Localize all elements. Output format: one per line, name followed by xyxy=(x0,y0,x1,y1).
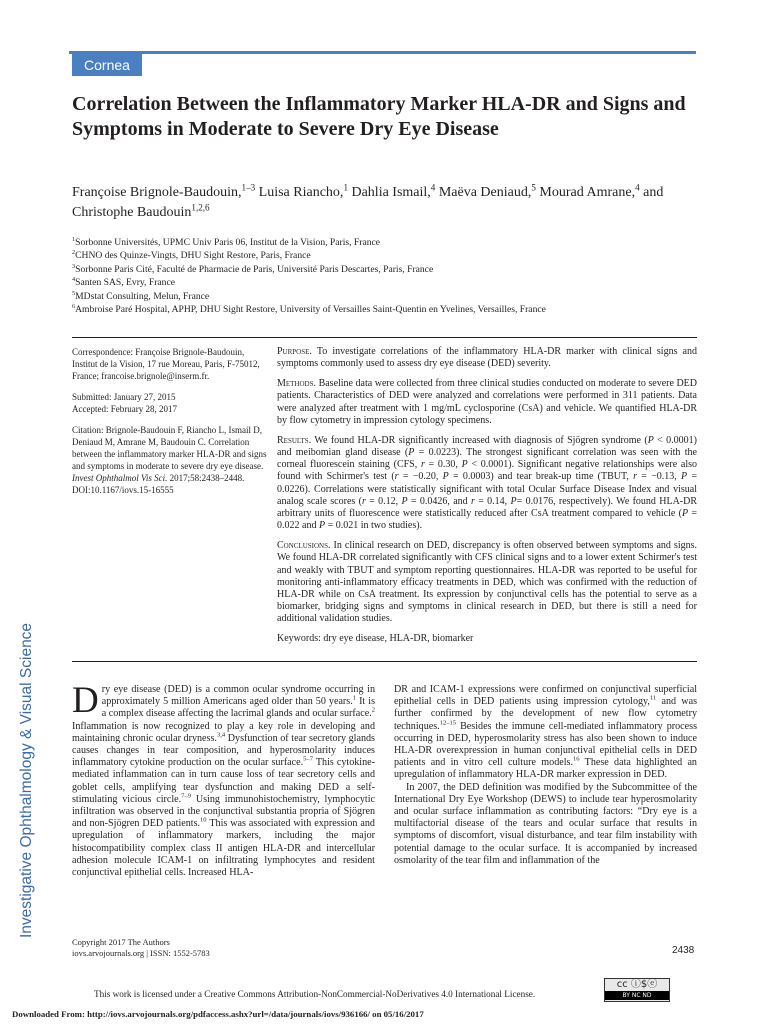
intro-paragraph-1: Dry eye disease (DED) is a common ocular syndrome occurring in approximately 5 million Americans aged older than 50 years.$^1$ It is a complex disease affecting the lacrimal glands and ocular surface.$^2$ Inflammation is now recognized to play a key role in developing and maintaining chronic ocular dryness.$^{3,4}$ Dysfunction of tear secretory glands causes changes in tear composition, and hyperosmolarity induces inflammatory cytokine production on the ocular surface.$^{5-7}$ This cytokine-mediated inflammation can in turn cause loss of tear secretory cells and goblet cells, amplifying tear dysfunction and making DED a self-stimulating vicious circle.$^{7-9}$ Using immunohistochemistry, lymphocytic infiltration was observed in the conjunctival substantia propria of Sjögren and non-Sjögren DED patients.$^{10}$ This was associated with expression and upregulation of inflammatory markers, including the major histocompatibility complex class II antigen HLA-DR and intercellular adhesion molecule ICAM-1 on infiltrating lymphocytes and resident conjunctival epithelial cells. Increased HLA- xyxy=(72,680,376,879)
copyright-line: Copyright 2017 The Authors xyxy=(72,937,170,947)
intro-paragraph-1-cont: DR and ICAM-1 expressions were confirmed on conjunctival superficial epithelial cells in DED patients using impression cytology,$^{11}$ and was further confirmed by the development of new flow cytometry techniques.$^{12-15}$ Besides the immune cell-mediated inflammatory process occurring in DED, hyperosmolarity stress has also been shown to induce HLA-DR overexpression in human conjunctival epithelial cells in DED patients and in vitro cell culture models.$^{16}$ These data highlighted an upregulation of inflammatory HLA-DR marker expression in DED. xyxy=(394,684,697,781)
journal-name-sidebar: Investigative Ophthalmology & Visual Science xyxy=(18,622,35,938)
download-footer[interactable]: Downloaded From: http://iovs.arvojournals.org/pdfaccess.ashx?url=/data/journals/iovs/936166/ on 05/16/2017 xyxy=(12,1009,424,1019)
submitted-date: Submitted: January 27, 2015 xyxy=(72,392,176,402)
divider-above-abstract xyxy=(72,337,697,338)
affiliation-number: 3 xyxy=(72,262,76,270)
affiliation-number: 2 xyxy=(72,249,76,257)
abstract-purpose: Purpose. To investigate correlations of the inflammatory HLA-DR marker with clinical signs and symptoms commonly used to assess dry eye disease (DED) severity. xyxy=(277,346,697,370)
cc-badge-bottom: BY NC ND xyxy=(605,991,669,1000)
cc-license-icon[interactable] xyxy=(604,978,670,1002)
cc-badge-top: cc ⓘ$ⓔ xyxy=(616,979,658,990)
affiliation-item: $^2$CHNO des Quinze-Vingts, DHU Sight Restore, Paris, France xyxy=(72,249,311,262)
affiliation-number: 5 xyxy=(72,289,76,297)
affiliation-item: $^1$Sorbonne Universités, UPMC Univ Paris 06, Institut de la Vision, Paris, France xyxy=(72,235,381,248)
affiliations xyxy=(72,236,702,316)
accepted-date: Accepted: February 28, 2017 xyxy=(72,404,177,414)
abstract xyxy=(277,346,697,653)
correspondence-text: Correspondence: Françoise Brignole-Baudouin, Institut de la Vision, 17 rue Moreau, Paris, F-75012, France; francoise.brignole@inserm.fr. xyxy=(72,347,260,381)
body-column-right xyxy=(394,684,697,867)
section-tag-cornea[interactable]: Cornea xyxy=(72,54,142,76)
body-column-left xyxy=(72,680,376,879)
affiliation-number: 4 xyxy=(72,276,76,284)
journal-url-issn[interactable]: iovs.arvojournals.org | ISSN: 1552-5783 xyxy=(72,948,210,958)
abstract-conclusions: Conclusions. In clinical research on DED, discrepancy is often observed between symptoms and signs. We found HLA-DR correlated significantly with CFS clinical signs and to a lower extent Schirmer's test and weakly with TBUT and symptom reporting questionnaires. HLA-DR was reported to be useful for monitoring anti-inflammatory efficacy treatments in DED, which was confirmed with the reduction of HLA-DR while on CsA treatment. Its expression by conjunctival cells has the potential to serve as a biomarker, bridging signs and symptoms in clinical research in DED, but there is still a need for additional validation studies. xyxy=(277,540,697,625)
abstract-methods: Methods. Baseline data were collected from three clinical studies conducted on moderate to severe DED patients. Characteristics of DED were analyzed and correlations were performed in 311 patients. Data were analyzed after treatment with 1 mg/mL cyclosporine (CsA) and vehicle. We quantified HLA-DR by flow cytometry in impression cytology specimens. xyxy=(277,378,697,426)
affiliation-number: 1 xyxy=(72,235,76,243)
affiliation-number: 6 xyxy=(72,302,76,310)
affiliation-item: $^6$Ambroise Paré Hospital, APHP, DHU Sight Restore, University of Versailles Saint-Quentin en Yvelines, Versailles, France xyxy=(72,302,546,316)
author-list: Françoise Brignole-Baudouin,$^{1-3}$ Luisa Riancho,$^1$ Dahlia Ismail,$^4$ Maëva Deniaud,$^5$ Mourad Amrane,$^4$ and Christophe Baudouin$^{1,2,6}$ xyxy=(72,182,664,220)
affiliation-item: $^5$MDstat Consulting, Melun, France xyxy=(72,289,210,302)
citation-text: Citation: Brignole-Baudouin F, Riancho L, Ismail D, Deniaud M, Amrane M, Baudouin C. Correlation between the inflammatory marker HLA-DR and signs and symptoms in moderate to severe dry eye disease. Invest Ophthalmol Vis Sci. 2017;58:2438–2448. DOI:10.1167/iovs.15-16555 xyxy=(72,425,267,495)
abstract-results: Results. We found HLA-DR significantly increased with diagnosis of Sjögren syndrome (P < 0.0001) and meibomian gland disease (P = 0.0223). The strongest significant correlation was seen with the corneal fluorescein staining (CFS, r = 0.30, P < 0.0001). Significant negative relationships were also found with Schirmer's test (r = −0.20, P = 0.0003) and tear break-up time (TBUT, r = −0.13, P = 0.0226). Correlations were statistically significant with total Ocular Surface Disease Index and visual analog scale scores (r = 0.12, P = 0.0426, and r = 0.14, P= 0.0176, respectively). We found HLA-DR arbitrary units of fluorescence were statistically reduced after CsA treatment compared to vehicle (P = 0.022 and P = 0.021 in two studies). xyxy=(277,434,698,532)
copyright-block xyxy=(72,937,210,959)
license-text[interactable]: This work is licensed under a Creative Commons Attribution-NonCommercial-NoDerivatives 4.0 International License. xyxy=(94,989,536,999)
keywords: Keywords: dry eye disease, HLA-DR, biomarker xyxy=(277,633,474,645)
article-title: Correlation Between the Inflammatory Marker HLA-DR and Signs and Symptoms in Moderate to Severe Dry Eye Disease xyxy=(72,93,686,140)
affiliation-item: $^3$Sorbonne Paris Cité, Faculté de Pharmacie de Paris, Université Paris Descartes, Paris, France xyxy=(72,262,434,275)
header-rule xyxy=(69,51,696,54)
page-number: 2438 xyxy=(672,945,695,956)
correspondence-block xyxy=(72,346,268,505)
affiliation-item: $^4$Santen SAS, Evry, France xyxy=(72,276,175,289)
intro-paragraph-2: In 2007, the DED definition was modified by the Subcommittee of the International Dry Eye Workshop (DEWS) to include tear hyperosmolarity and ocular surface inflammation as contributing factors: “Dry eye is a multifactorial disease of the tears and ocular surface that results in symptoms of discomfort, visual disturbance, and tear film instability with potential damage to the ocular surface. It is accompanied by increased osmolarity of the tear film and inflammation of the xyxy=(394,781,697,866)
drop-cap: D xyxy=(72,680,99,721)
divider-above-body xyxy=(72,661,697,662)
